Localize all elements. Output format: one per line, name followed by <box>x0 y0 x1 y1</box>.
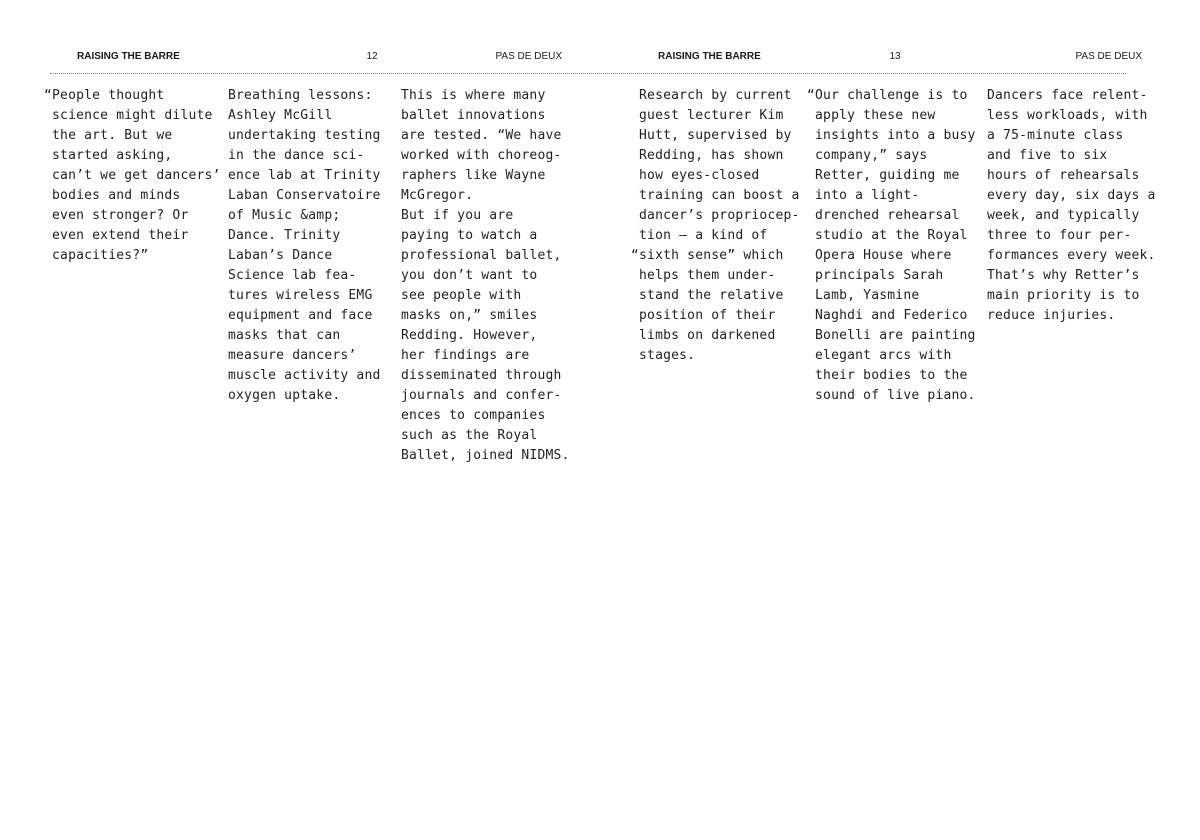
header-rule <box>50 73 1126 74</box>
left-section-label: PAS DE DEUX <box>495 51 562 62</box>
right-page-number: 13 <box>889 51 901 62</box>
body-column-2: Research by current guest lecturer Kim Hutt, supervised by Redding, has shown how eyes-closed training can boost a dancer’s propriocep- tion – a kind of “sixth sense” which helps them under- stand the relative position of their limbs on darkened stages. <box>631 88 800 363</box>
left-running-title: RAISING THE BARRE <box>77 51 180 62</box>
right-running-title: RAISING THE BARRE <box>658 51 761 62</box>
left-page-number: 12 <box>366 51 378 62</box>
right-section-label: PAS DE DEUX <box>1075 51 1142 62</box>
body-column-4: Dancers face relent- less workloads, with a 75-minute class and five to six hours of rehearsals every day, six days a week, and typically three to four per- formances every week. That’s why Retter’s main priority is to reduce injuries. <box>987 88 1156 323</box>
body-column-3: “Our challenge is to apply these new insights into a busy company,” says Retter, guiding me into a light- drenched rehearsal studio at the Royal Opera House where principals Sarah Lamb, Yasmine Naghdi and Federico Bonelli are painting elegant arcs with their bodies to the sound of live piano. <box>807 88 976 403</box>
caption-column: Breathing lessons: Ashley McGill undertaking testing in the dance sci- ence lab at Trinity Laban Conservatoire of Music &amp; Dance. Trinity Laban’s Dance Science lab fea- tures wireless EMG equipment and face masks that can measure dancers’ muscle activity and oxygen uptake. <box>228 88 381 403</box>
pull-quote-column: “People thought science might dilute the art. But we started asking, can’t we get dancers’ bodies and minds even stronger? Or even extend their capacities?” <box>44 88 221 263</box>
body-column-1: This is where many ballet innovations are tested. “We have worked with choreog- raphers like Wayne McGregor. But if you are paying to watch a professional ballet, you don’t want to see people with masks on,” smiles Redding. However, her findings are disseminated through journals and confer- ences to companies such as the Royal Ballet, joined NIDMS. <box>401 88 570 463</box>
